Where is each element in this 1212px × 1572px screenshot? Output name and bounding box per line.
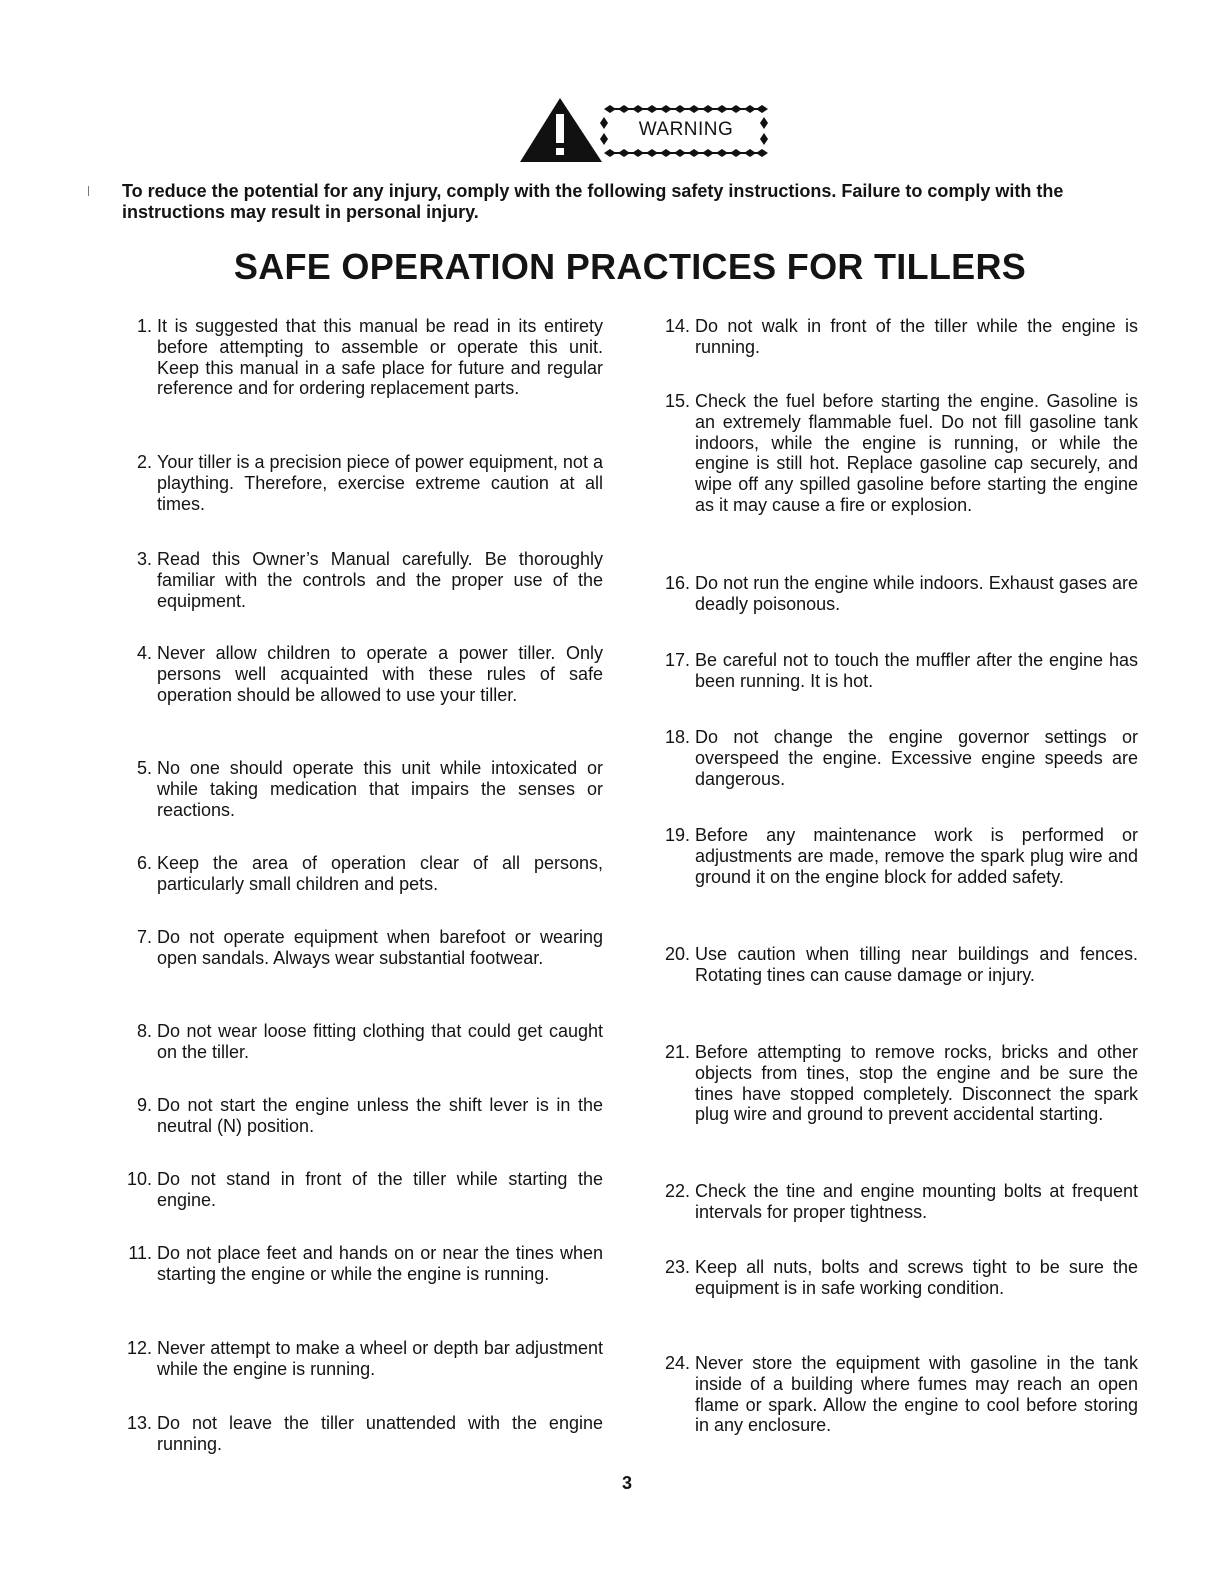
scan-mark (88, 186, 89, 196)
hazard-triangle-icon (518, 96, 604, 164)
page-title: SAFE OPERATION PRACTICES FOR TILLERS (233, 246, 1027, 287)
page-number: 3 (621, 1473, 632, 1493)
warning-intro: To reduce the potential for any injury, comply with the following safety instructions. Failure to comply with the instructions may result in personal injury. (122, 181, 1064, 222)
warning-header (518, 96, 778, 166)
warning-label: WARNING (638, 119, 734, 140)
